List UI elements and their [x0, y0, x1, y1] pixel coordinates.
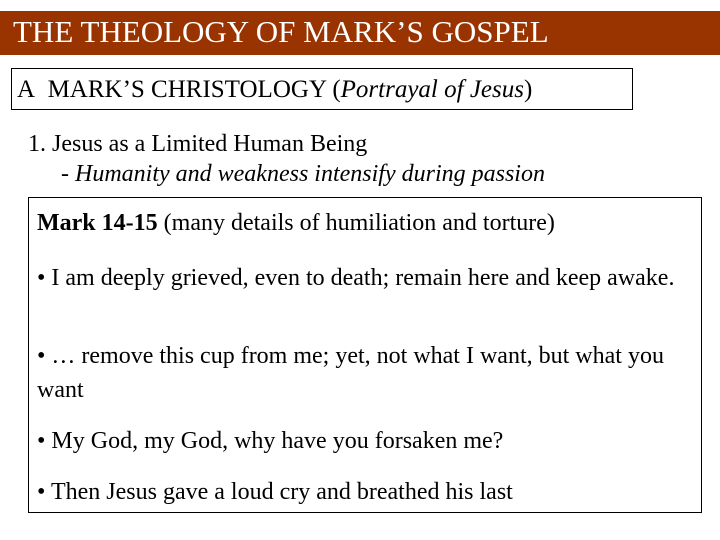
section-subtitle: Portrayal of Jesus — [340, 76, 524, 103]
section-title: MARK’S CHRISTOLOGY — [47, 76, 327, 103]
quote-bullet: • My God, my God, why have you forsaken me? — [37, 428, 504, 454]
section-heading — [17, 75, 532, 105]
numbered-point: 1. Jesus as a Limited Human Being — [28, 131, 368, 157]
quote-bullet: • Then Jesus gave a loud cry and breathed his last — [37, 479, 513, 505]
sub-point: - Humanity and weakness intensify during passion — [61, 161, 545, 187]
quote-bullet: • … remove this cup from me; yet, not what I want, but what you want — [37, 343, 664, 403]
slide-title: THE THEOLOGY OF MARK’S GOSPEL — [13, 14, 549, 49]
reference-note: (many details of humiliation and torture) — [157, 210, 555, 236]
section-letter: A — [17, 76, 36, 103]
section-paren-close: ) — [523, 76, 533, 103]
scripture-reference-line — [37, 209, 555, 238]
section-paren-open: ( — [326, 76, 341, 103]
scripture-reference: Mark 14-15 — [37, 210, 158, 236]
quote-bullet: • I am deeply grieved, even to death; remain here and keep awake. — [37, 265, 675, 291]
